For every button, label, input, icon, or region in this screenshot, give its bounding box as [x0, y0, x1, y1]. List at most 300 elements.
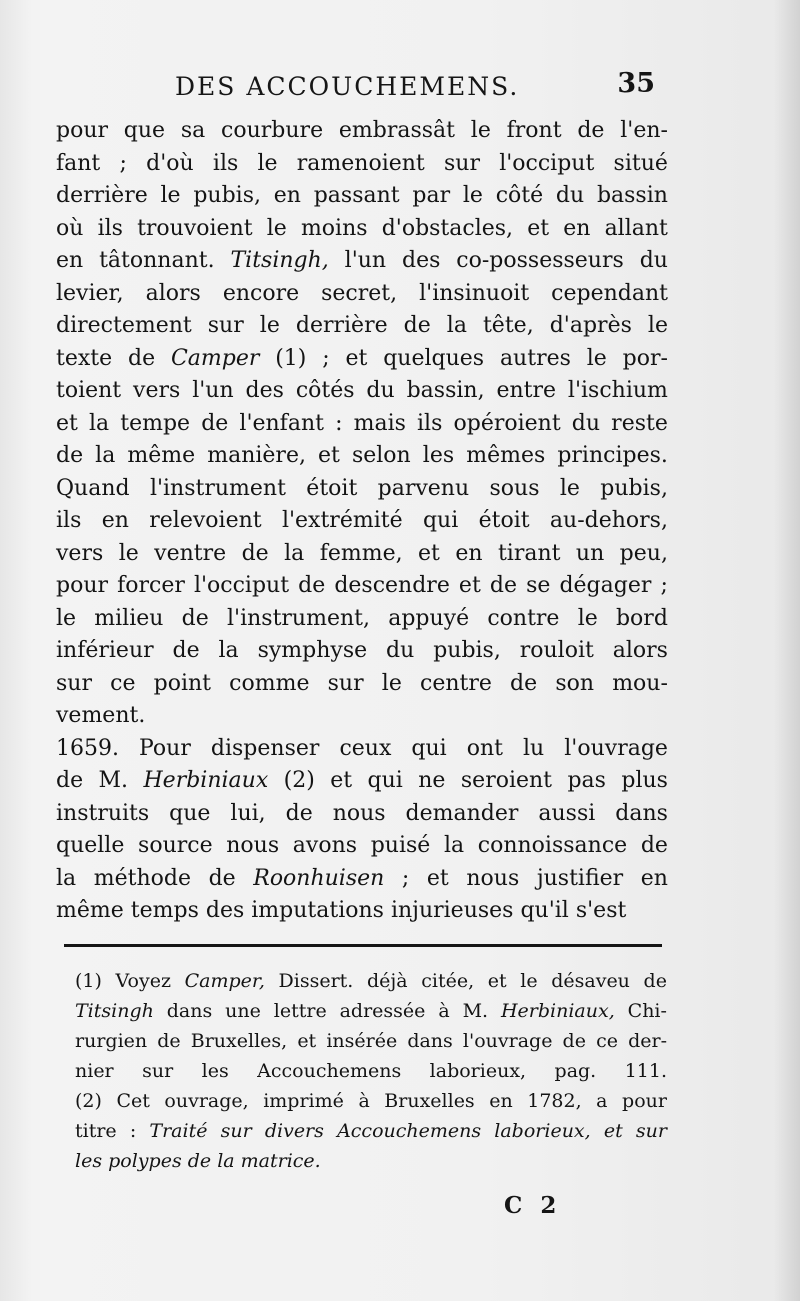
- body-word: justifier: [536, 865, 624, 891]
- footnote-line: [75, 1116, 667, 1146]
- body-word: même: [127, 443, 196, 468]
- body-word: de: [208, 865, 236, 891]
- body-word: le: [259, 313, 280, 338]
- body-word: de: [403, 313, 431, 338]
- body-word: l'un: [192, 378, 234, 403]
- footnote-word: dans: [166, 1000, 213, 1022]
- body-word: trouvoient: [137, 215, 253, 241]
- body-line: [56, 895, 668, 928]
- page-edge-shadow: [774, 0, 800, 1301]
- footnote-word: les: [201, 1060, 229, 1082]
- body-word: sous: [489, 475, 540, 501]
- body-word: temps: [130, 898, 206, 923]
- body-word: puisé: [370, 833, 431, 858]
- body-word: ;: [660, 573, 668, 598]
- footnote-word: de: [187, 1150, 218, 1172]
- body-line: [56, 668, 668, 701]
- footnote-word: sur: [635, 1120, 667, 1142]
- body-line: [56, 115, 668, 148]
- body-word: l'instrument: [149, 475, 286, 501]
- body-word: le: [577, 605, 598, 631]
- body-line: [56, 213, 668, 246]
- footnote-word: lettre: [273, 1000, 327, 1022]
- body-word: bassin,: [406, 378, 485, 403]
- body-word: l'en-: [620, 118, 668, 143]
- body-word: passant: [313, 183, 400, 208]
- footnote-word: de: [562, 1030, 586, 1052]
- body-line: [56, 310, 668, 343]
- body-word: qu'il: [520, 898, 576, 923]
- body-word: et: [345, 345, 368, 371]
- body-word: du: [555, 183, 585, 208]
- footnote-line: [75, 966, 667, 996]
- body-word: fant: [56, 150, 101, 176]
- body-word: de: [172, 638, 200, 663]
- body-word: au-dehors,: [549, 508, 668, 533]
- body-line: [56, 343, 668, 376]
- body-word: selon: [351, 443, 411, 468]
- body-word: 1659.: [56, 735, 119, 761]
- body-word: quelle: [56, 833, 125, 858]
- body-word: en: [455, 540, 483, 566]
- body-word: et: [318, 443, 340, 468]
- body-word: des: [205, 898, 252, 923]
- body-word: et: [418, 540, 440, 566]
- body-word: des: [401, 248, 441, 273]
- body-word: ;: [119, 150, 127, 176]
- body-word: sa: [180, 118, 206, 143]
- body-word: Roonhuisen: [253, 865, 385, 891]
- body-word: M.: [98, 768, 129, 793]
- footnote-word: laborieux,: [494, 1120, 591, 1142]
- body-word: la: [95, 443, 116, 468]
- body-word: de: [285, 800, 313, 826]
- body-word: vement.: [56, 703, 146, 728]
- body-line: [56, 473, 668, 506]
- body-line: [56, 798, 668, 831]
- body-word: de: [298, 573, 326, 598]
- body-word: de: [489, 573, 517, 598]
- body-word: par: [412, 183, 451, 208]
- body-word: instruits: [56, 800, 150, 826]
- body-word: le: [647, 313, 668, 338]
- body-line: [56, 408, 668, 441]
- body-line: [56, 765, 668, 798]
- footnote-word: adressée: [339, 1000, 426, 1022]
- footnote-word: en: [489, 1090, 513, 1112]
- body-word: (1): [275, 345, 307, 371]
- body-word: entre: [496, 378, 557, 403]
- footnote-word: l'ouvrage: [462, 1030, 553, 1052]
- body-line: [56, 538, 668, 571]
- body-word: pour: [56, 118, 109, 143]
- body-word: de: [241, 540, 269, 566]
- body-word: l'occiput: [499, 150, 595, 176]
- footnote-word: Bruxelles: [384, 1090, 475, 1112]
- body-word: l'instrument,: [227, 605, 370, 631]
- footnote-word: a: [596, 1090, 608, 1112]
- body-word: qui: [411, 735, 447, 761]
- body-word: où: [56, 215, 84, 241]
- body-word: en: [56, 248, 84, 273]
- body-word: mêmes: [466, 443, 546, 468]
- footnote-word: de: [157, 1030, 181, 1052]
- body-word: le: [160, 183, 181, 208]
- body-word: et: [527, 215, 550, 241]
- footnote-word: Herbiniaux,: [500, 1000, 615, 1022]
- body-word: le: [462, 183, 483, 208]
- body-word: le: [559, 475, 580, 501]
- footnote-word: dans: [407, 1030, 453, 1052]
- body-word: ont: [466, 735, 503, 761]
- body-word: sur: [444, 150, 480, 176]
- body-word: même: [56, 898, 131, 923]
- body-line: [56, 603, 668, 636]
- body-word: pas: [567, 768, 606, 793]
- body-word: symphyse: [257, 638, 368, 663]
- body-word: alors: [145, 280, 201, 306]
- body-word: le: [381, 670, 402, 696]
- footnote-word: M.: [462, 1000, 489, 1022]
- footnote-word: Bruxelles,: [190, 1030, 288, 1052]
- body-word: nous: [332, 800, 386, 826]
- body-word: côtés: [295, 378, 355, 403]
- footnote-word: der-: [628, 1030, 667, 1052]
- body-word: (2): [283, 768, 315, 793]
- body-word: le: [586, 345, 607, 371]
- footnote-line: [75, 1056, 667, 1086]
- footnote-word: titre: [75, 1120, 117, 1142]
- footnote-word: ouvrage,: [164, 1090, 249, 1112]
- footnote-word: pour: [622, 1090, 667, 1112]
- body-word: ;: [322, 345, 330, 371]
- footnote-word: Accouchemens: [257, 1060, 402, 1082]
- body-word: que: [123, 118, 166, 143]
- footnote-word: 1782,: [527, 1090, 582, 1112]
- body-word: le: [257, 150, 278, 176]
- body-word: sur: [207, 313, 244, 338]
- body-word: Quand: [56, 475, 130, 501]
- body-word: ceux: [339, 735, 392, 761]
- body-word: bassin: [596, 183, 668, 208]
- body-word: tête,: [482, 313, 534, 338]
- body-word: quelques: [383, 345, 485, 371]
- body-word: côté: [495, 183, 544, 208]
- body-word: mou-: [612, 670, 668, 696]
- body-word: plus: [621, 768, 668, 793]
- body-word: bord: [615, 605, 668, 631]
- body-word: Titsingh,: [230, 248, 329, 273]
- body-word: connoissance: [477, 833, 628, 858]
- footnote-word: matrice.: [240, 1150, 321, 1172]
- body-word: l'un: [344, 248, 387, 273]
- body-word: et: [458, 573, 481, 598]
- body-word: seroient: [460, 768, 553, 793]
- footnote-word: à: [438, 1000, 450, 1022]
- footnote-line: [75, 1146, 667, 1176]
- body-word: ils: [56, 508, 82, 533]
- body-word: de: [56, 443, 84, 468]
- body-word: la: [218, 638, 239, 663]
- body-word: principes.: [557, 443, 668, 468]
- footnote-word: et: [487, 970, 507, 992]
- footnote-word: insérée: [326, 1030, 398, 1052]
- body-word: en: [640, 865, 668, 891]
- body-word: co-possesseurs: [456, 248, 624, 273]
- body-word: peu,: [619, 540, 668, 566]
- body-word: dans: [615, 800, 668, 826]
- body-word: de: [181, 605, 209, 631]
- body-word: dispenser: [210, 735, 320, 761]
- body-word: imputations: [251, 898, 391, 923]
- body-word: qui: [367, 768, 403, 793]
- body-word: son: [555, 670, 595, 696]
- body-word: ;: [401, 865, 410, 891]
- body-word: point: [153, 670, 212, 696]
- body-word: qui: [422, 508, 459, 533]
- body-line: [56, 635, 668, 668]
- body-line: [56, 733, 668, 766]
- body-word: directement: [56, 313, 192, 338]
- body-word: l'occiput: [193, 573, 290, 598]
- body-line: [56, 375, 668, 408]
- body-word: et: [56, 410, 78, 436]
- body-word: moins: [300, 215, 368, 241]
- body-word: nous: [226, 833, 280, 858]
- body-word: du: [366, 378, 395, 403]
- body-word: :: [335, 410, 343, 436]
- body-word: que: [169, 800, 211, 826]
- body-word: l'ouvrage: [564, 735, 668, 761]
- body-word: de: [127, 345, 156, 371]
- body-word: la: [56, 865, 77, 891]
- footnote-word: (2): [75, 1090, 102, 1112]
- body-word: ils: [97, 215, 123, 241]
- body-word: du: [639, 248, 668, 273]
- footnote-word: et: [603, 1120, 623, 1142]
- footnote-word: désaveu: [551, 970, 630, 992]
- body-word: du: [386, 638, 415, 663]
- footnote-word: citée,: [421, 970, 475, 992]
- body-line: [56, 863, 668, 896]
- footnote-word: de: [643, 970, 667, 992]
- body-word: femme,: [319, 540, 403, 566]
- body-word: pubis,: [193, 183, 261, 208]
- body-word: encore: [222, 280, 300, 306]
- body-line: [56, 245, 668, 278]
- body-word: de: [56, 768, 84, 793]
- footnote-word: la: [217, 1150, 241, 1172]
- body-line: [56, 278, 668, 311]
- body-word: le: [56, 605, 77, 631]
- footnote-word: (1): [75, 970, 102, 992]
- body-word: et: [330, 768, 353, 793]
- footnote-rule: [64, 944, 662, 947]
- body-word: embrassât: [338, 118, 456, 143]
- body-word: la: [284, 540, 305, 566]
- body-word: centre: [420, 670, 492, 696]
- body-word: ventre: [154, 540, 227, 566]
- footnote-line: [75, 1086, 667, 1116]
- body-word: autres: [499, 345, 571, 371]
- body-word: descendre: [334, 573, 450, 598]
- body-word: de: [577, 118, 605, 143]
- body-word: situé: [613, 150, 668, 176]
- body-word: nous: [466, 865, 520, 891]
- body-word: forcer: [117, 573, 185, 598]
- footnote-word: rurgien: [75, 1030, 148, 1052]
- body-word: alors: [612, 638, 668, 663]
- footnote-word: ce: [596, 1030, 618, 1052]
- signature-mark: C 2: [504, 1192, 562, 1219]
- body-word: étoit: [478, 508, 530, 533]
- footnote-word: sur: [142, 1060, 174, 1082]
- body-word: étoit: [306, 475, 358, 501]
- body-word: le: [470, 118, 491, 143]
- body-word: l'extrémité: [281, 508, 403, 533]
- body-word: mais: [353, 410, 406, 436]
- body-word: le: [266, 215, 287, 241]
- footnote-word: Accouchemens: [337, 1120, 482, 1142]
- body-word: derrière: [56, 183, 148, 208]
- body-word: ils: [212, 150, 239, 176]
- body-word: manière,: [207, 443, 306, 468]
- body-word: texte: [56, 345, 113, 371]
- footnote-word: nier: [75, 1060, 114, 1082]
- body-word: levier,: [56, 280, 124, 306]
- body-word: lui,: [230, 800, 266, 826]
- body-word: de: [640, 833, 668, 858]
- footnote-word: une: [225, 1000, 261, 1022]
- body-word: allant: [604, 215, 668, 241]
- page-header: [175, 68, 655, 106]
- body-word: sur: [56, 670, 92, 696]
- footnote-word: Chi-: [627, 1000, 667, 1022]
- body-word: la: [88, 410, 110, 436]
- body-word: un: [575, 540, 605, 566]
- body-line: [56, 148, 668, 181]
- body-word: en: [101, 508, 129, 533]
- body-word: l'insinuoit: [419, 280, 530, 306]
- body-word: se: [526, 573, 551, 598]
- footnote-word: polypes: [108, 1150, 188, 1172]
- body-word: inférieur: [56, 638, 154, 663]
- body-word: reste: [611, 410, 668, 436]
- body-line: [56, 180, 668, 213]
- body-word: pubis,: [433, 638, 501, 663]
- page-number: 35: [617, 68, 655, 99]
- body-word: la: [446, 313, 467, 338]
- body-word: secret,: [321, 280, 398, 306]
- body-word: Camper: [170, 345, 260, 371]
- footnote-word: pag.: [554, 1060, 597, 1082]
- body-word: tirant: [497, 540, 561, 566]
- body-word: de: [201, 410, 229, 436]
- body-word: aussi: [538, 800, 596, 826]
- body-word: milieu: [94, 605, 164, 631]
- body-line: [56, 570, 668, 603]
- body-word: Herbiniaux: [143, 768, 269, 793]
- footnote-word: Titsingh: [75, 1000, 154, 1022]
- body-word: le: [118, 540, 139, 566]
- body-word: por-: [622, 345, 668, 371]
- body-word: contre: [487, 605, 560, 631]
- body-word: ils: [417, 410, 443, 436]
- body-word: des: [245, 378, 284, 403]
- footnote-word: Cet: [116, 1090, 150, 1112]
- body-word: Pour: [139, 735, 191, 761]
- body-word: toient: [56, 378, 122, 403]
- body-word: d'obstacles,: [381, 215, 514, 241]
- body-word: pour: [56, 573, 109, 598]
- body-word: et: [426, 865, 449, 891]
- footnote-word: le: [520, 970, 538, 992]
- footnote-line: [75, 996, 667, 1026]
- body-line: [56, 505, 668, 538]
- body-word: l'enfant: [239, 410, 324, 436]
- body-word: en: [563, 215, 591, 241]
- body-word: demander: [405, 800, 519, 826]
- footnote-word: Traité: [149, 1120, 208, 1142]
- footnote-word: imprimé: [263, 1090, 344, 1112]
- body-word: comme: [229, 670, 310, 696]
- body-word: opéroient: [453, 410, 561, 436]
- running-head: DES ACCOUCHEMENS.: [175, 72, 520, 101]
- body-word: parvenu: [377, 475, 470, 501]
- body-word: tempe: [120, 410, 191, 436]
- body-word: s'est: [575, 898, 627, 923]
- footnote-word: :: [129, 1120, 137, 1142]
- body-text: [56, 115, 668, 928]
- body-word: tâtonnant.: [99, 248, 215, 273]
- body-word: injurieuses: [390, 898, 521, 923]
- body-word: avons: [292, 833, 358, 858]
- footnote-word: à: [358, 1090, 370, 1112]
- footnote-word: Voyez: [115, 970, 171, 992]
- footnote-word: laborieux,: [429, 1060, 527, 1082]
- body-word: les: [422, 443, 455, 468]
- footnote-word: Camper,: [184, 970, 265, 992]
- body-word: méthode: [93, 865, 191, 891]
- body-word: cependant: [551, 280, 668, 306]
- body-word: derrière: [295, 313, 388, 338]
- body-word: source: [138, 833, 213, 858]
- body-word: vers: [56, 540, 104, 566]
- footnote-word: divers: [264, 1120, 324, 1142]
- body-word: l'ischium: [567, 378, 668, 403]
- body-word: la: [443, 833, 465, 858]
- body-word: vers: [133, 378, 181, 403]
- body-word: de: [510, 670, 538, 696]
- footnote-word: 111.: [624, 1060, 667, 1082]
- body-word: sur: [327, 670, 364, 696]
- footnote-word: les: [75, 1150, 109, 1172]
- body-word: d'où: [146, 150, 194, 176]
- body-word: appuyé: [388, 605, 470, 631]
- body-word: du: [571, 410, 601, 436]
- body-word: dégager: [559, 573, 652, 598]
- footnote-word: déjà: [366, 970, 408, 992]
- body-word: rouloit: [519, 638, 594, 663]
- body-word: pubis,: [600, 475, 668, 501]
- body-word: relevoient: [149, 508, 262, 533]
- footnote-word: Dissert.: [278, 970, 354, 992]
- footnote-line: [75, 1026, 667, 1056]
- footnote-word: sur: [220, 1120, 252, 1142]
- body-word: ramenoient: [296, 150, 425, 176]
- body-word: d'après: [549, 313, 632, 338]
- body-word: ce: [110, 670, 136, 696]
